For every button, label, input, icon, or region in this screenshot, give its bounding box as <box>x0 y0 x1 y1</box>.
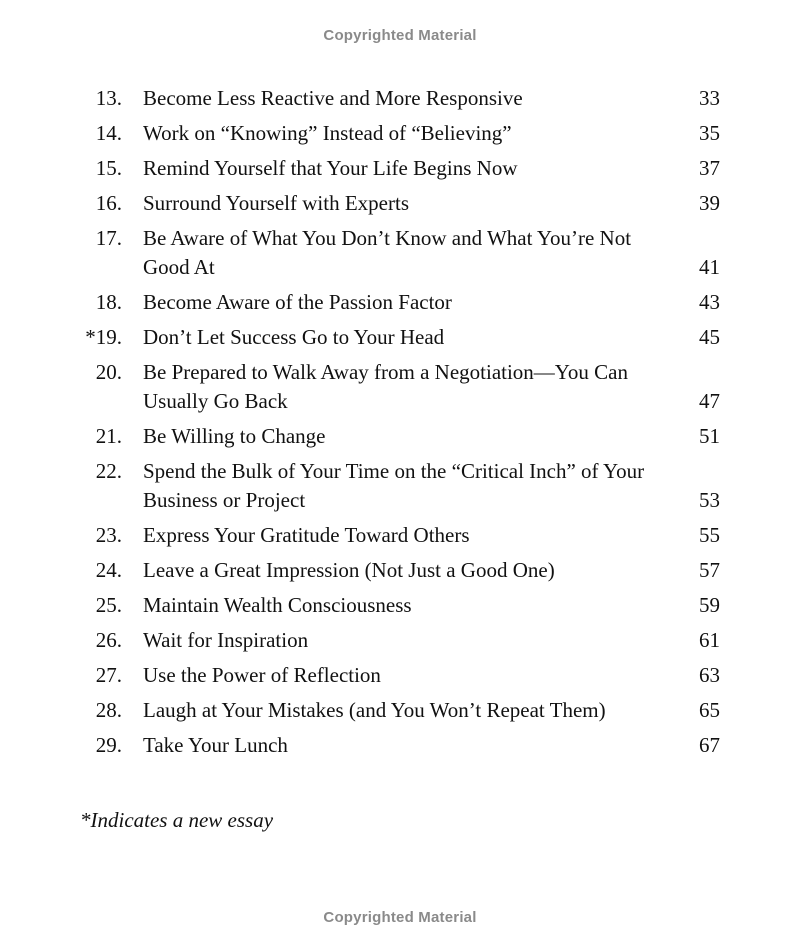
entry-page-number: 59 <box>699 593 720 617</box>
toc-entry <box>80 661 720 690</box>
entry-number: 21. <box>95 424 122 448</box>
entry-page-number: 53 <box>699 488 720 512</box>
entry-number: *19. <box>85 325 122 349</box>
entry-title: Become Aware of the Passion Factor <box>143 290 452 314</box>
entry-number: 17. <box>95 226 122 250</box>
entry-number: 27. <box>95 663 122 687</box>
copyright-watermark-bottom: Copyrighted Material <box>323 909 477 926</box>
entry-page-number: 47 <box>699 389 720 413</box>
entry-page-number: 41 <box>699 255 720 279</box>
entry-number: 23. <box>95 523 122 547</box>
entry-title: Leave a Great Impression (Not Just a Good One) <box>143 558 555 582</box>
copyright-watermark-top: Copyrighted Material <box>323 27 477 44</box>
toc-entry <box>80 591 720 620</box>
entry-page-number: 63 <box>699 663 720 687</box>
toc-entry <box>80 189 720 218</box>
entry-number: 25. <box>95 593 122 617</box>
entry-title: Wait for Inspiration <box>143 628 309 652</box>
entry-page-number: 55 <box>699 523 720 547</box>
toc-entry <box>80 154 720 183</box>
entry-title: Be Prepared to Walk Away from a Negotiation—You Can Usually Go Back <box>143 360 628 413</box>
entry-number: 14. <box>95 121 122 145</box>
entry-page-number: 51 <box>699 424 720 448</box>
entry-number: 20. <box>95 360 122 384</box>
entry-number: 16. <box>95 191 122 215</box>
toc-entry <box>80 731 720 760</box>
entry-page-number: 45 <box>699 325 720 349</box>
entry-number: 22. <box>95 459 122 483</box>
entry-title: Maintain Wealth Consciousness <box>143 593 412 617</box>
entry-number: 28. <box>95 698 122 722</box>
toc-entry <box>80 119 720 148</box>
footnote: *Indicates a new essay <box>80 808 274 832</box>
toc-entry <box>80 323 720 352</box>
entry-page-number: 39 <box>699 191 720 215</box>
entry-number: 18. <box>95 290 122 314</box>
entry-title: Take Your Lunch <box>143 733 288 757</box>
entry-title: Laugh at Your Mistakes (and You Won’t Repeat Them) <box>143 698 606 722</box>
entry-title: Surround Yourself with Experts <box>143 191 409 215</box>
entry-title: Spend the Bulk of Your Time on the “Critical Inch” of Your Business or Project <box>143 459 645 512</box>
entry-title: Be Willing to Change <box>143 424 326 448</box>
entry-number: 26. <box>95 628 122 652</box>
entry-page-number: 61 <box>699 628 720 652</box>
entry-number: 29. <box>95 733 122 757</box>
toc-entry <box>80 358 720 416</box>
entry-title: Work on “Knowing” Instead of “Believing” <box>143 121 512 145</box>
entry-number: 15. <box>95 156 122 180</box>
entry-page-number: 33 <box>699 86 720 110</box>
table-of-contents <box>80 84 720 766</box>
toc-entry <box>80 224 720 282</box>
toc-entry <box>80 84 720 113</box>
entry-page-number: 65 <box>699 698 720 722</box>
toc-entry <box>80 696 720 725</box>
entry-page-number: 57 <box>699 558 720 582</box>
entry-page-number: 35 <box>699 121 720 145</box>
entry-number: 24. <box>95 558 122 582</box>
toc-entry <box>80 626 720 655</box>
toc-entry <box>80 288 720 317</box>
toc-entry <box>80 422 720 451</box>
toc-entry <box>80 457 720 515</box>
entry-number: 13. <box>95 86 122 110</box>
entry-page-number: 67 <box>699 733 720 757</box>
toc-entry <box>80 521 720 550</box>
entry-title: Become Less Reactive and More Responsive <box>143 86 523 110</box>
entry-title: Remind Yourself that Your Life Begins Now <box>143 156 518 180</box>
entry-title: Be Aware of What You Don’t Know and What You’re Not Good At <box>143 226 632 279</box>
entry-title: Don’t Let Success Go to Your Head <box>143 325 445 349</box>
entry-title: Use the Power of Reflection <box>143 663 381 687</box>
toc-entry <box>80 556 720 585</box>
entry-title: Express Your Gratitude Toward Others <box>143 523 470 547</box>
entry-page-number: 43 <box>699 290 720 314</box>
entry-page-number: 37 <box>699 156 720 180</box>
